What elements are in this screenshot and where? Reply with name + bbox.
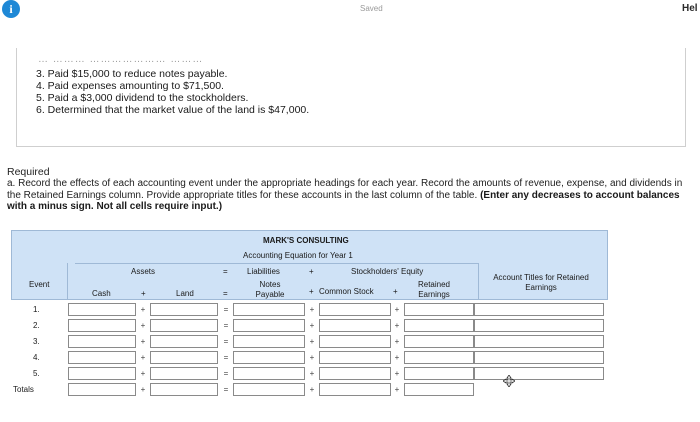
plus-operator: + [309, 337, 315, 346]
cash-input[interactable] [68, 367, 136, 380]
plus-operator: + [394, 305, 400, 314]
land-input[interactable] [150, 335, 218, 348]
equals-operator: = [223, 321, 229, 330]
required-instructions [7, 178, 697, 213]
event-number: 3. [33, 337, 40, 346]
account-titles-header: Account Titles for Retained Earnings [493, 273, 589, 292]
plus-operator: + [140, 385, 146, 394]
plus-operator: + [140, 369, 146, 378]
equals-operator: = [223, 385, 229, 394]
equals-operator: = [223, 289, 228, 298]
table-row [11, 334, 608, 350]
required-text: a. Record the effects of each accounting event under the appropriate headings for each year. Record the amounts of revenue, expense, and dividends in the Retained Earnings column. Provide appropriate titles for these accounts in the last column of the table. [7, 178, 683, 201]
land-input[interactable] [150, 319, 218, 332]
required-bold-note: (Enter any decreases to account balances with a minus sign. Not all cells require input.) [7, 189, 680, 212]
move-cursor-icon [503, 375, 515, 387]
plus-operator: + [394, 337, 400, 346]
notes-payable-input[interactable] [233, 335, 305, 348]
plus-operator: + [309, 305, 315, 314]
event-number: 2. [33, 321, 40, 330]
event-number: 1. [33, 305, 40, 314]
plus-operator: + [140, 353, 146, 362]
assets-header: Assets [131, 267, 156, 276]
notes-payable-header: Notes Payable [255, 280, 285, 299]
top-bar [0, 0, 700, 24]
event-cell [11, 318, 67, 334]
common-stock-input[interactable] [319, 303, 391, 316]
equals-operator: = [223, 337, 229, 346]
equals-operator: = [223, 353, 229, 362]
land-header: Land [176, 289, 194, 298]
event-item: 3. Paid $15,000 to reduce notes payable. [36, 68, 228, 80]
help-link[interactable]: Hel [682, 3, 698, 14]
common-stock-total-input[interactable] [319, 383, 391, 396]
event-number: 4. [33, 353, 40, 362]
table-row [11, 302, 608, 318]
equals-operator: = [223, 369, 229, 378]
notes-payable-input[interactable] [233, 367, 305, 380]
account-title-input[interactable] [474, 335, 604, 348]
notes-payable-total-input[interactable] [233, 383, 305, 396]
event-cell [11, 334, 67, 350]
plus-operator: + [394, 369, 400, 378]
account-title-input[interactable] [474, 303, 604, 316]
event-cell [11, 302, 67, 318]
plus-operator: + [309, 369, 315, 378]
retained-earnings-header: Retained Earnings [417, 280, 451, 299]
retained-earnings-input[interactable] [404, 303, 474, 316]
account-title-input[interactable] [474, 319, 604, 332]
cash-header: Cash [92, 289, 111, 298]
totals-label: Totals [13, 385, 34, 394]
cash-input[interactable] [68, 335, 136, 348]
retained-earnings-input[interactable] [404, 351, 474, 364]
land-total-input[interactable] [150, 383, 218, 396]
cash-input[interactable] [68, 351, 136, 364]
event-item: 4. Paid expenses amounting to $71,500. [36, 80, 224, 92]
plus-operator: + [309, 353, 315, 362]
event-cell [11, 366, 67, 382]
account-title-input[interactable] [474, 351, 604, 364]
plus-operator: + [309, 287, 314, 296]
cash-input[interactable] [68, 303, 136, 316]
common-stock-input[interactable] [319, 367, 391, 380]
header-divider [67, 263, 68, 300]
retained-earnings-input[interactable] [404, 335, 474, 348]
common-stock-input[interactable] [319, 335, 391, 348]
land-input[interactable] [150, 351, 218, 364]
plus-operator: + [394, 353, 400, 362]
plus-operator: + [309, 385, 315, 394]
plus-operator: + [394, 321, 400, 330]
event-item: 5. Paid a $3,000 dividend to the stockholders. [36, 92, 249, 104]
event-cell [11, 382, 67, 398]
event-list [36, 68, 309, 116]
notes-payable-input[interactable] [233, 351, 305, 364]
table-row [11, 350, 608, 366]
plus-operator: + [394, 385, 400, 394]
table-row [11, 366, 608, 382]
common-stock-header: Common Stock [319, 287, 374, 296]
plus-operator: + [140, 305, 146, 314]
notes-payable-input[interactable] [233, 319, 305, 332]
retained-earnings-input[interactable] [404, 367, 474, 380]
common-stock-input[interactable] [319, 319, 391, 332]
plus-operator: + [393, 287, 398, 296]
cash-input[interactable] [68, 319, 136, 332]
accounting-equation-table [11, 230, 608, 403]
account-title-input[interactable] [474, 367, 604, 380]
cash-total-input[interactable] [68, 383, 136, 396]
required-heading: Required [7, 166, 50, 178]
event-number: 5. [33, 369, 40, 378]
event-header: Event [29, 280, 50, 289]
liabilities-header: Liabilities [247, 267, 280, 276]
retained-earnings-total-input[interactable] [404, 383, 474, 396]
event-cell [11, 350, 67, 366]
plus-operator: + [140, 321, 146, 330]
table-subtitle: Accounting Equation for Year 1 [243, 251, 353, 260]
common-stock-input[interactable] [319, 351, 391, 364]
event-item: 6. Determined that the market value of the land is $47,000. [36, 104, 310, 116]
plus-operator: + [309, 267, 314, 276]
plus-operator: + [141, 289, 146, 298]
header-divider [75, 263, 478, 264]
table-row [11, 318, 608, 334]
stockholders-equity-header: Stockholders' Equity [351, 267, 424, 276]
company-title: MARK'S CONSULTING [263, 236, 349, 245]
notes-payable-input[interactable] [233, 303, 305, 316]
saved-status: Saved [360, 4, 383, 13]
truncated-text-fragment: … ……… ………………… ……… [38, 54, 204, 65]
land-input[interactable] [150, 303, 218, 316]
plus-operator: + [309, 321, 315, 330]
plus-operator: + [140, 337, 146, 346]
retained-earnings-input[interactable] [404, 319, 474, 332]
land-input[interactable] [150, 367, 218, 380]
table-row-totals [11, 382, 608, 398]
info-icon[interactable]: i [2, 0, 20, 18]
equals-operator: = [223, 267, 228, 276]
equals-operator: = [223, 305, 229, 314]
